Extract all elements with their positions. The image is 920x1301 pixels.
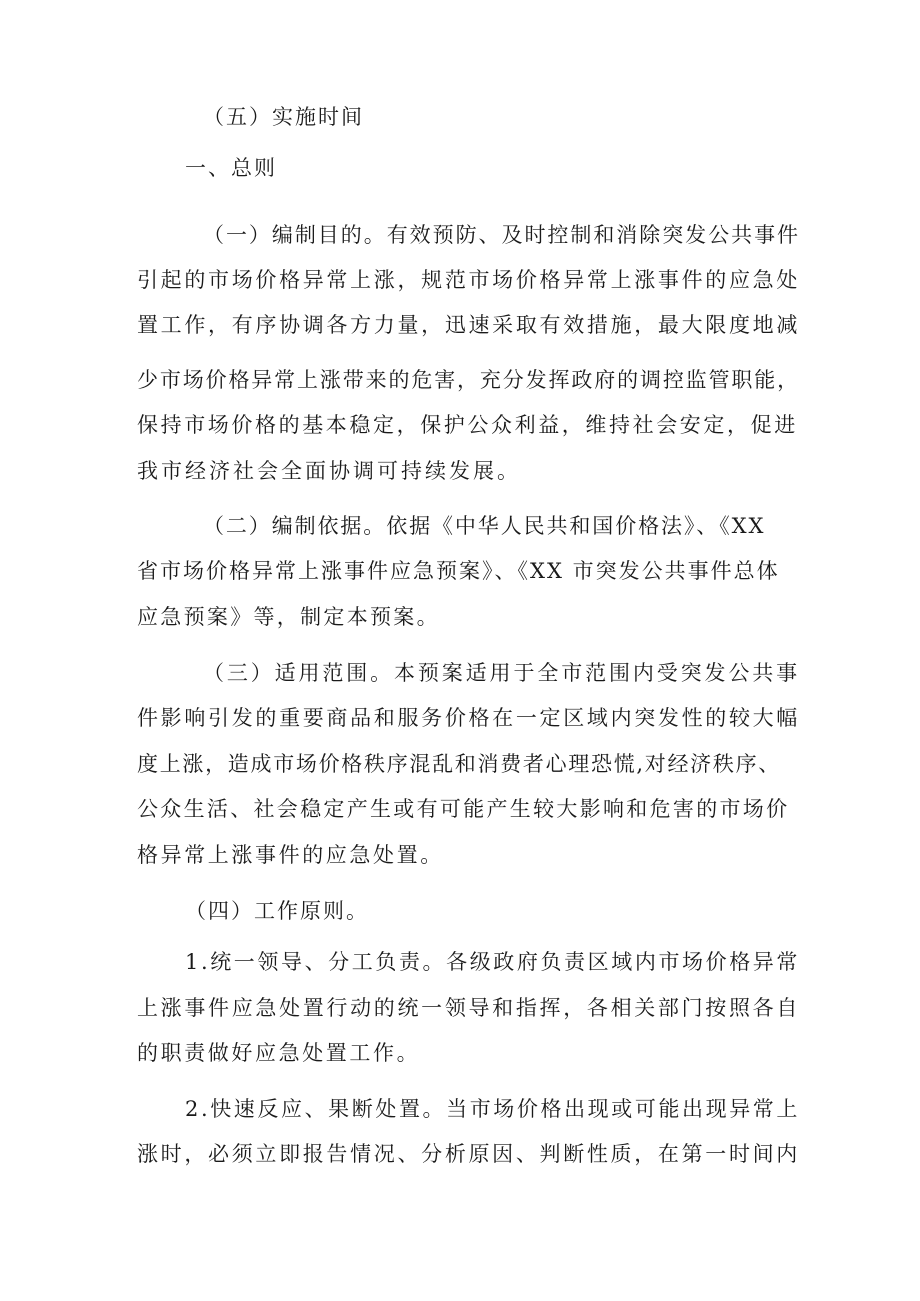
paragraph-line: 应急预案》等，制定本预案。	[137, 605, 440, 629]
paragraph-line: 省市场价格异常上涨事件应急预案》、《XX 市突发公共事件总体	[137, 559, 780, 583]
paragraph-line: （二）编制依据。依据《中华人民共和国价格法》、《XX	[203, 514, 766, 538]
paragraph-line: 的职责做好应急处置工作。	[137, 1041, 421, 1065]
paragraph-line: 引起的市场价格异常上涨，规范市场价格异常上涨事件的应急处	[137, 268, 800, 292]
paragraph-line: 公众生活、社会稳定产生或有可能产生较大影响和危害的市场价	[137, 797, 790, 821]
paragraph-principles: （四）工作原则。	[185, 899, 369, 923]
paragraph-line: （三）适用范围。本预案适用于全市范围内受突发公共事	[203, 661, 800, 685]
paragraph-line: 1.统一领导、分工负责。各级政府负责区域内市场价格异常	[185, 950, 800, 974]
paragraph-line: 格异常上涨事件的应急处置。	[137, 843, 444, 867]
paragraph-line: 置工作，有序协调各方力量，迅速采取有效措施，最大限度地减	[137, 313, 800, 337]
paragraph-line: 上涨事件应急处置行动的统一领导和指挥，各相关部门按照各自	[137, 996, 800, 1020]
paragraph-line: 涨时，必须立即报告情况、分析原因、判断性质，在第一时间内	[137, 1142, 800, 1166]
paragraph-line: 保持市场价格的基本稳定，保护公众利益，维持社会安定，促进	[137, 413, 798, 437]
paragraph-line: （一）编制目的。有效预防、及时控制和消除突发公共事件	[203, 223, 800, 247]
section-heading: （五）实施时间	[203, 105, 364, 129]
paragraph-line: 件影响引发的重要商品和服务价格在一定区域内突发性的较大幅	[137, 706, 800, 730]
paragraph-line: 2.快速反应、果断处置。当市场价格出现或可能出现异常上	[185, 1097, 800, 1121]
paragraph-line: 少市场价格异常上涨带来的危害，充分发挥政府的调控监管职能，	[137, 368, 800, 392]
chapter-heading: 一、总则	[185, 156, 277, 180]
paragraph-line: 我市经济社会全面协调可持续发展。	[137, 459, 521, 483]
paragraph-line: 度上涨，造成市场价格秩序混乱和消费者心理恐慌,对经济秩序、	[137, 752, 781, 776]
